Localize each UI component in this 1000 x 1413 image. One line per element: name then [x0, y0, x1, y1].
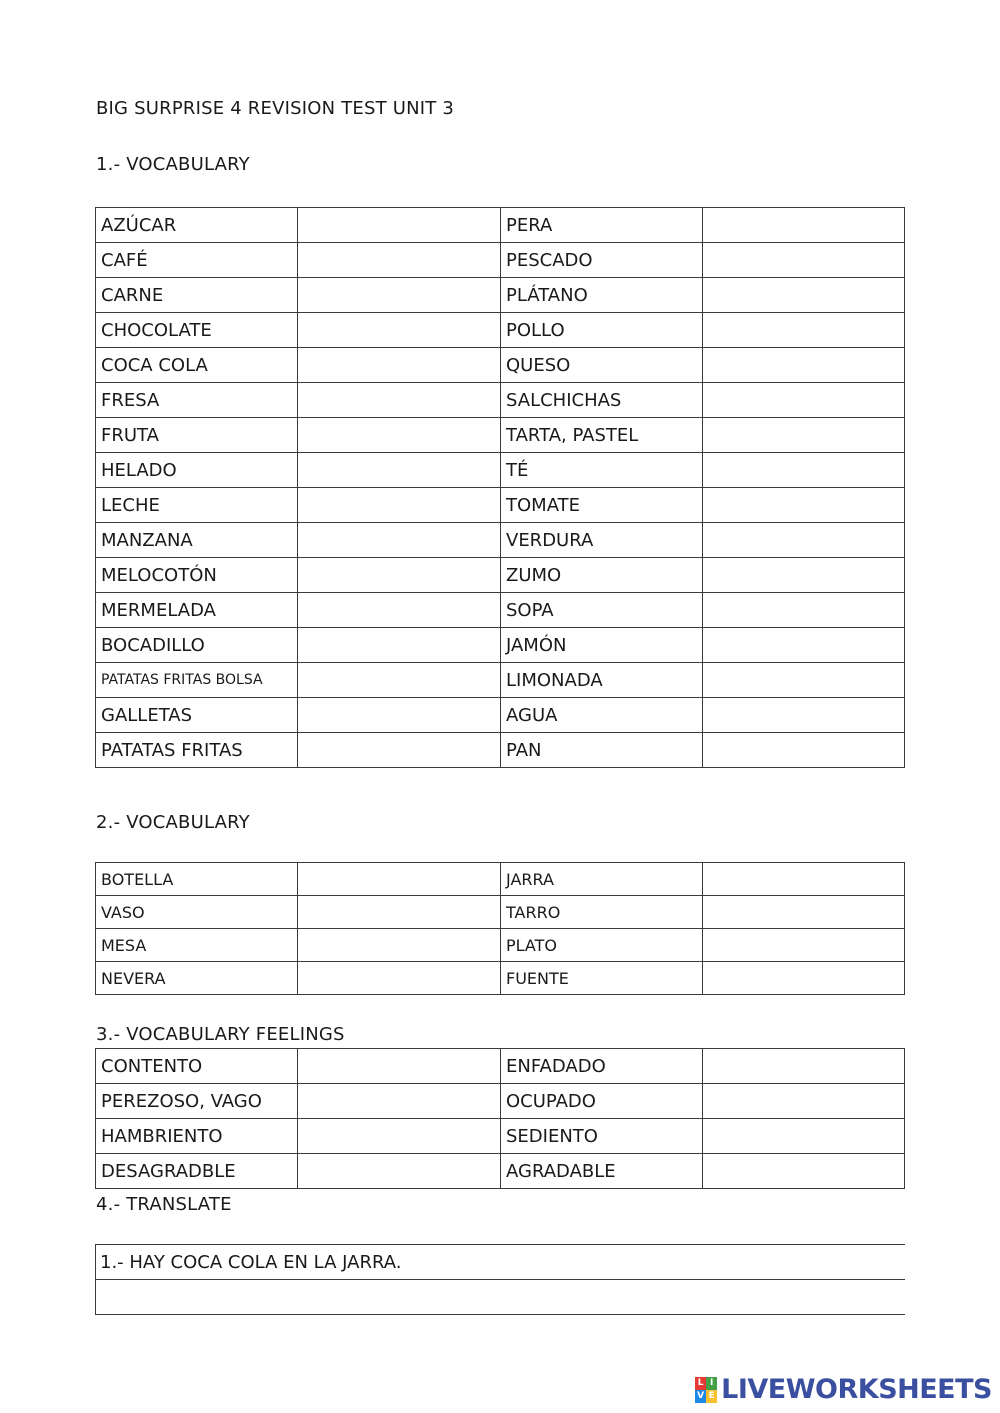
answer-field[interactable] — [703, 488, 905, 523]
spanish-word: MANZANA — [96, 523, 298, 558]
answer-field[interactable] — [298, 896, 501, 929]
answer-field[interactable] — [703, 733, 905, 768]
liveworksheets-logo-icon — [695, 1377, 717, 1403]
section-2-heading: 2.- VOCABULARY — [96, 812, 250, 833]
table-row — [96, 523, 905, 558]
spanish-word: AZÚCAR — [96, 208, 298, 243]
spanish-word: OCUPADO — [501, 1084, 703, 1119]
vocabulary-table-2 — [95, 862, 905, 995]
spanish-word: LECHE — [96, 488, 298, 523]
logo-mark-letter: E — [706, 1390, 717, 1403]
answer-field[interactable] — [703, 523, 905, 558]
section-4-heading: 4.- TRANSLATE — [96, 1194, 232, 1215]
table-row — [96, 593, 905, 628]
table-row — [96, 1084, 905, 1119]
answer-field[interactable] — [703, 896, 905, 929]
table-row — [96, 733, 905, 768]
spanish-word: JARRA — [501, 863, 703, 896]
table-row — [96, 418, 905, 453]
answer-field[interactable] — [298, 663, 501, 698]
spanish-word: PLÁTANO — [501, 278, 703, 313]
answer-field[interactable] — [298, 1084, 501, 1119]
answer-field[interactable] — [298, 863, 501, 896]
spanish-word: PATATAS FRITAS BOLSA — [96, 663, 298, 698]
answer-field[interactable] — [298, 929, 501, 962]
spanish-word: QUESO — [501, 348, 703, 383]
spanish-word: GALLETAS — [96, 698, 298, 733]
table-row — [96, 313, 905, 348]
spanish-word: LIMONADA — [501, 663, 703, 698]
answer-field[interactable] — [298, 962, 501, 995]
spanish-word: PAN — [501, 733, 703, 768]
answer-field[interactable] — [703, 698, 905, 733]
table-row — [96, 243, 905, 278]
spanish-word: FRUTA — [96, 418, 298, 453]
answer-field[interactable] — [298, 628, 501, 663]
spanish-word: TOMATE — [501, 488, 703, 523]
spanish-word: POLLO — [501, 313, 703, 348]
spanish-word: BOTELLA — [96, 863, 298, 896]
spanish-word: BOCADILLO — [96, 628, 298, 663]
table-row — [96, 628, 905, 663]
answer-field[interactable] — [703, 208, 905, 243]
section-3-heading: 3.- VOCABULARY FEELINGS — [96, 1024, 345, 1045]
spanish-word: SEDIENTO — [501, 1119, 703, 1154]
answer-field[interactable] — [298, 348, 501, 383]
spanish-word: ENFADADO — [501, 1049, 703, 1084]
table-row — [96, 453, 905, 488]
table-row — [96, 558, 905, 593]
spanish-word: TARTA, PASTEL — [501, 418, 703, 453]
spanish-word: SALCHICHAS — [501, 383, 703, 418]
answer-field[interactable] — [298, 243, 501, 278]
spanish-word: VASO — [96, 896, 298, 929]
answer-field[interactable] — [703, 1119, 905, 1154]
table-row — [96, 962, 905, 995]
spanish-word: CAFÉ — [96, 243, 298, 278]
logo-mark-letter: L — [695, 1377, 706, 1390]
vocabulary-feelings-table — [95, 1048, 905, 1189]
spanish-word: CARNE — [96, 278, 298, 313]
spanish-word: NEVERA — [96, 962, 298, 995]
spanish-word: CONTENTO — [96, 1049, 298, 1084]
answer-field[interactable] — [703, 1049, 905, 1084]
answer-field[interactable] — [298, 453, 501, 488]
vocabulary-table-1 — [95, 207, 905, 768]
translate-answer-field[interactable] — [96, 1280, 905, 1315]
table-row — [96, 663, 905, 698]
spanish-word: FUENTE — [501, 962, 703, 995]
answer-field[interactable] — [298, 558, 501, 593]
answer-field[interactable] — [703, 453, 905, 488]
spanish-word: PEREZOSO, VAGO — [96, 1084, 298, 1119]
table-row — [96, 1049, 905, 1084]
answer-field[interactable] — [703, 383, 905, 418]
liveworksheets-logo-text: LIVEWORKSHEETS — [721, 1374, 992, 1405]
answer-field[interactable] — [298, 488, 501, 523]
spanish-word: PESCADO — [501, 243, 703, 278]
answer-field[interactable] — [298, 733, 501, 768]
spanish-word: SOPA — [501, 593, 703, 628]
answer-field[interactable] — [703, 348, 905, 383]
answer-field[interactable] — [298, 313, 501, 348]
section-1-heading: 1.- VOCABULARY — [96, 154, 250, 175]
spanish-word: FRESA — [96, 383, 298, 418]
spanish-word: PLATO — [501, 929, 703, 962]
spanish-word: HELADO — [96, 453, 298, 488]
answer-field[interactable] — [703, 628, 905, 663]
answer-field[interactable] — [298, 593, 501, 628]
answer-field[interactable] — [298, 208, 501, 243]
logo-mark-letter: I — [706, 1377, 717, 1390]
answer-field[interactable] — [703, 558, 905, 593]
answer-field[interactable] — [298, 523, 501, 558]
table-row — [96, 1119, 905, 1154]
table-row — [96, 488, 905, 523]
answer-field[interactable] — [298, 418, 501, 453]
table-row — [96, 383, 905, 418]
translate-box — [95, 1244, 905, 1315]
spanish-word: TARRO — [501, 896, 703, 929]
answer-field[interactable] — [298, 278, 501, 313]
worksheet-title: BIG SURPRISE 4 REVISION TEST UNIT 3 — [96, 98, 455, 119]
answer-field[interactable] — [703, 418, 905, 453]
answer-field[interactable] — [703, 313, 905, 348]
table-row — [96, 698, 905, 733]
spanish-word: AGRADABLE — [501, 1154, 703, 1189]
answer-field[interactable] — [298, 1154, 501, 1189]
table-row — [96, 278, 905, 313]
spanish-word: VERDURA — [501, 523, 703, 558]
spanish-word: MESA — [96, 929, 298, 962]
table-row — [96, 208, 905, 243]
spanish-word: JAMÓN — [501, 628, 703, 663]
spanish-word: CHOCOLATE — [96, 313, 298, 348]
answer-field[interactable] — [298, 698, 501, 733]
answer-field[interactable] — [703, 929, 905, 962]
spanish-word: PERA — [501, 208, 703, 243]
answer-field[interactable] — [703, 962, 905, 995]
table-row — [96, 348, 905, 383]
spanish-word: ZUMO — [501, 558, 703, 593]
answer-field[interactable] — [703, 278, 905, 313]
answer-field[interactable] — [298, 383, 501, 418]
table-row — [96, 863, 905, 896]
answer-field[interactable] — [703, 1154, 905, 1189]
spanish-word: AGUA — [501, 698, 703, 733]
table-row — [96, 929, 905, 962]
spanish-word: PATATAS FRITAS — [96, 733, 298, 768]
spanish-word: HAMBRIENTO — [96, 1119, 298, 1154]
answer-field[interactable] — [298, 1049, 501, 1084]
spanish-word: TÉ — [501, 453, 703, 488]
logo-mark-letter: V — [695, 1390, 706, 1403]
spanish-word: MERMELADA — [96, 593, 298, 628]
spanish-word: DESAGRADBLE — [96, 1154, 298, 1189]
table-row — [96, 1154, 905, 1189]
translate-sentence: 1.- HAY COCA COLA EN LA JARRA. — [96, 1245, 905, 1280]
answer-field[interactable] — [703, 663, 905, 698]
liveworksheets-logo — [695, 1374, 992, 1405]
answer-field[interactable] — [298, 1119, 501, 1154]
answer-field[interactable] — [703, 243, 905, 278]
answer-field[interactable] — [703, 863, 905, 896]
spanish-word: MELOCOTÓN — [96, 558, 298, 593]
answer-field[interactable] — [703, 1084, 905, 1119]
answer-field[interactable] — [703, 593, 905, 628]
spanish-word: COCA COLA — [96, 348, 298, 383]
table-row — [96, 896, 905, 929]
